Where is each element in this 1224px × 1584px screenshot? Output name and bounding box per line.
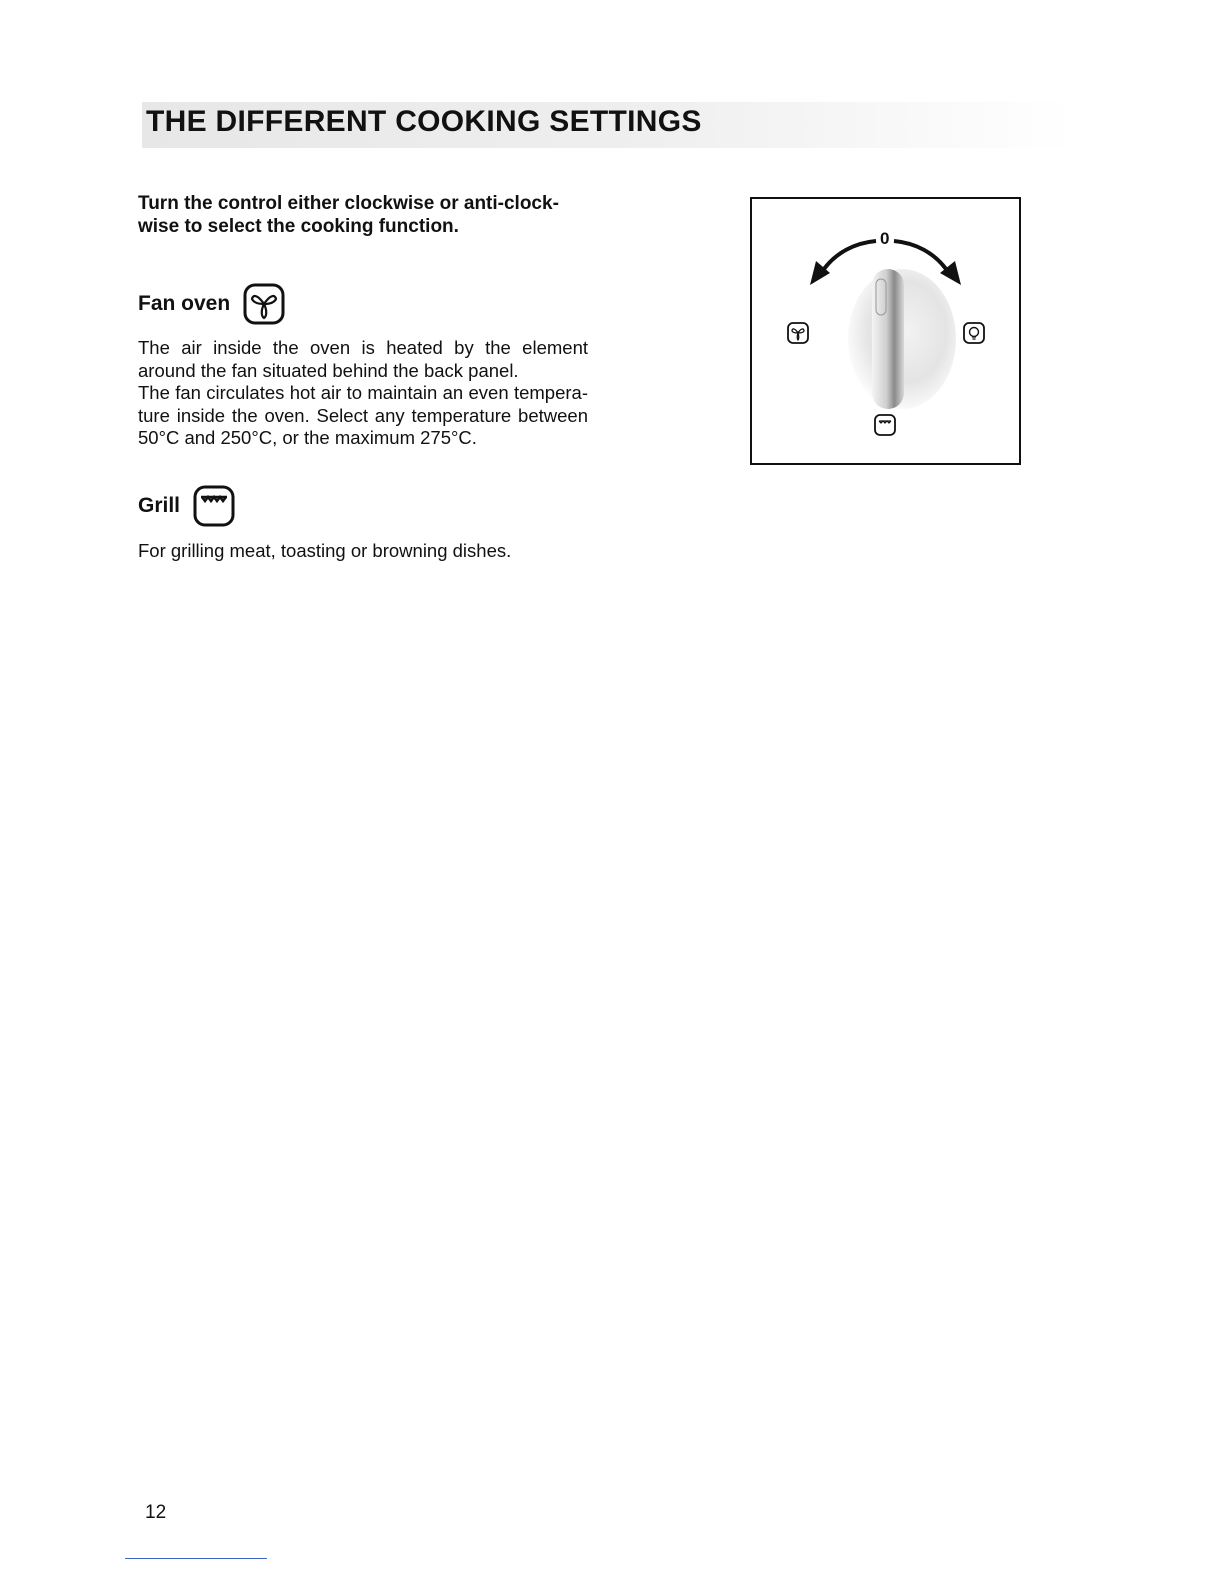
fan-oven-heading — [138, 282, 286, 326]
fan-oven-heading-label: Fan oven — [138, 292, 231, 315]
fan-oven-line: ture inside the oven. Select any temperature between — [138, 404, 588, 426]
fan-oven-line: around the fan situated behind the back panel. — [138, 359, 519, 381]
grill-description: For grilling meat, toasting or browning dishes. — [138, 540, 512, 561]
intro-instruction: Turn the control either clockwise or anti-clock-wise to select the cooking function. — [138, 193, 559, 237]
grill-icon — [192, 484, 236, 528]
grill-heading-label: Grill — [138, 494, 181, 517]
dial-zero-mark: 0 — [880, 229, 890, 248]
grill-heading — [138, 484, 236, 528]
fan-oven-line: The fan circulates hot air to maintain an even tempera- — [138, 382, 588, 403]
fan-oven-description — [138, 337, 588, 450]
control-dial-diagram — [750, 197, 1021, 465]
dial-knob — [848, 269, 956, 409]
footer-divider — [125, 1558, 267, 1559]
anticlockwise-arrow — [810, 241, 876, 285]
dial-light-icon — [964, 323, 984, 343]
fan-oven-line: The air inside the oven is heated by the element — [138, 337, 588, 358]
page-title: THE DIFFERENT COOKING SETTINGS — [142, 102, 1072, 148]
fan-oven-line: 50°C and 250°C, or the maximum 275°C. — [138, 427, 477, 448]
fan-icon — [242, 282, 286, 326]
page-number: 12 — [145, 1502, 167, 1523]
dial-grill-icon — [875, 415, 895, 435]
dial-fan-icon — [788, 323, 808, 343]
